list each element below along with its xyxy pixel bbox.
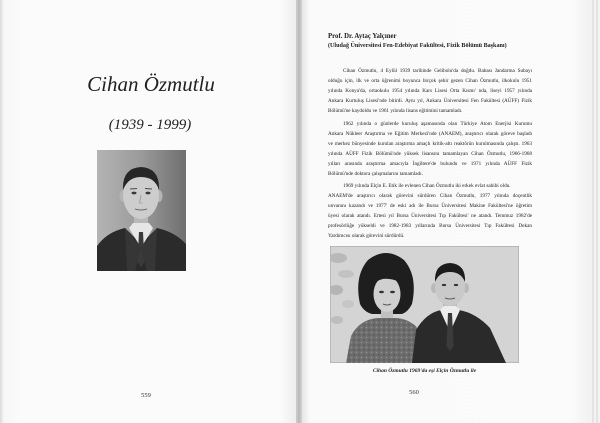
left-page: [0, 0, 296, 423]
photo-caption: Cihan Özmutlu 1969'da eşi Elçin Özmutlu ile: [372, 368, 477, 374]
text-line: profesörlüğe yükseldi ve 1982-1983 yıllarında Bursa Üniversitesi Tıp Fakültesi Dekan: [328, 223, 532, 229]
page-number-right: 560: [409, 389, 419, 396]
text-line: Yardımcısı olarak görevini sürdürdü.: [328, 233, 405, 239]
text-line: yılları arasında araştırma amacıyla İngiltere'de bulundu ve 1971 yılında AÜFF Fizik: [328, 161, 532, 167]
memorial-title: Cihan Özmutlu: [87, 72, 215, 96]
life-years: (1939 - 1999): [108, 117, 192, 133]
text-line: Bölümü'ne kaydoldu ve 1961 yılında lisans eğitimini tamamladı.: [328, 108, 463, 114]
paragraph-2: [328, 119, 532, 179]
text-line: Bölümü'nde doktora çalışmalarını tamamladı.: [328, 171, 423, 177]
text-line: üyesi olarak atandı. Ertesi yıl Bursa Üniversitesi Tıp Fakültesi' ne atandı. Temmuz 1982'de: [328, 213, 532, 219]
paragraph-3: [328, 181, 532, 241]
author-affiliation: (Uludağ Üniversitesi Fen-Edebiyat Fakültesi, Fizik Bölümü Başkanı): [328, 43, 507, 49]
page-number-left: 559: [141, 392, 151, 399]
text-line: yılında Konya'da, ortaokulu 1954 yılında Kars Lisesi Orta Kısmı' nda, liseyi 1957 yılında: [328, 88, 532, 94]
text-line: 1969 yılında Elçin E. Etik ile evlenen Cihan Özmutlu iki erkek evlat sahibi oldu.: [343, 183, 511, 189]
text-line: yılında AÜFF Fizik Bölümü'nde yüksek lisansını tamamlayan Cihan Özmutlu, 1966-1968: [328, 151, 532, 157]
portrait-photo: [97, 150, 186, 271]
text-line: Ankara Kurtuluş Lisesi'nde bitirdi. Aynı yıl, Ankara Üniversitesi Fen Fakültesi (AÜFF) Fizik: [328, 98, 532, 104]
couple-photo: [330, 246, 519, 363]
right-page: [302, 0, 590, 423]
text-line: Cihan Özmutlu, 4 Eylül 1939 tarihinde Gelibolu'da doğdu. Babası Jandarma Subayı: [343, 68, 532, 74]
text-line: olduğu için, ilk ve orta öğrenimi boyunca birçok şehir gezen Cihan Özmutlu, ilkokulu 1951: [328, 78, 532, 84]
text-line: ve merkez bünyesinde kurulan araştırma amaçlı kritik-altı reaktörün kurulmasında çalıştı. 1963: [328, 141, 532, 147]
text-line: 1962 yılında o günlerde kuruluş aşamasında olan Türkiye Atom Enerjisi Kurumu: [343, 121, 532, 127]
page-edge: [590, 0, 600, 423]
paragraph-1: [328, 66, 532, 116]
text-line: ANAEM'de araştırıcı olarak görevini sürdüren Cihan Özmutlu, 1977 yılında doçentlik: [328, 193, 532, 199]
text-line: unvanını kazandı ve 1977' de eski adı ile Bursa Üniversitesi Makine Fakültesi'ne öğretim: [328, 203, 532, 209]
author-name: Prof. Dr. Aytaç Yalçıner: [328, 33, 397, 40]
text-line: Ankara Nükleer Araştırma ve Eğitim Merkezi'nde (ANAEM), araştırıcı olarak göreve başladı: [328, 131, 532, 137]
